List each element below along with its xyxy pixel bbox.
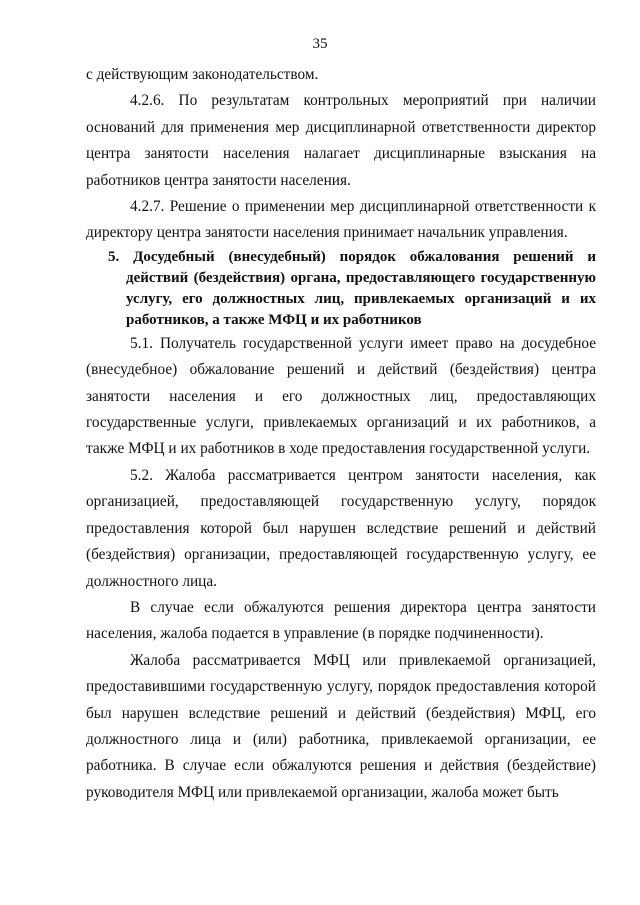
document-body (86, 62, 596, 806)
paragraph-4-2-6: 4.2.6. По результатам контрольных мероприятий при наличии оснований для применения мер дисциплинарной ответственности директор центра занятости населения налагает дисциплинарные взыскания на работников центра занятости населения. (86, 92, 596, 189)
paragraph-4-2-7: 4.2.7. Решение о применении мер дисциплинарной ответственности к директору центра занятости населения принимает начальник управления. (86, 198, 596, 242)
paragraph-5-2: 5.2. Жалоба рассматривается центром занятости населения, как организацией, предоставляющей государственную услугу, порядок предоставления которой был нарушен вследствие решений и действий (бездействия) организации, предоставляющей государственную услугу, ее должностного лица. (86, 466, 596, 590)
page-number: 35 (312, 36, 328, 52)
paragraph-mfc-complaint: Жалоба рассматривается МФЦ или привлекаемой организацией, предоставившими государственную услугу, порядок предоставления которой был нарушен вследствие решений и действий (бездействия) МФЦ, его должностного лица и (или) работника, привлекаемой организации, ее работника. В случае если обжалуются решения и действия (бездействие) руководителя МФЦ или привлекаемой организации, жалоба может быть (86, 651, 596, 801)
section-5-heading: 5. Досудебный (внесудебный) порядок обжалования решений и действий (бездействия) органа, предоставляющего государственную услугу, его должностных лиц, привлекаемых организаций и их работников, а также МФЦ и их работников (108, 248, 596, 328)
paragraph-5-1: 5.1. Получатель государственной услуги имеет право на досудебное (внесудебное) обжалование решений и действий (бездействия) центра занятости населения и его должностных лиц, предоставляющих государственные услуги, привлекаемых организаций и их работников, а также МФЦ и их работников в ходе предоставления государственной услуги. (86, 334, 596, 458)
paragraph-continuation: с действующим законодательством. (86, 66, 319, 83)
paragraph-director-complaint: В случае если обжалуются решения директора центра занятости населения, жалоба подается в управление (в порядке подчиненности). (86, 598, 596, 643)
